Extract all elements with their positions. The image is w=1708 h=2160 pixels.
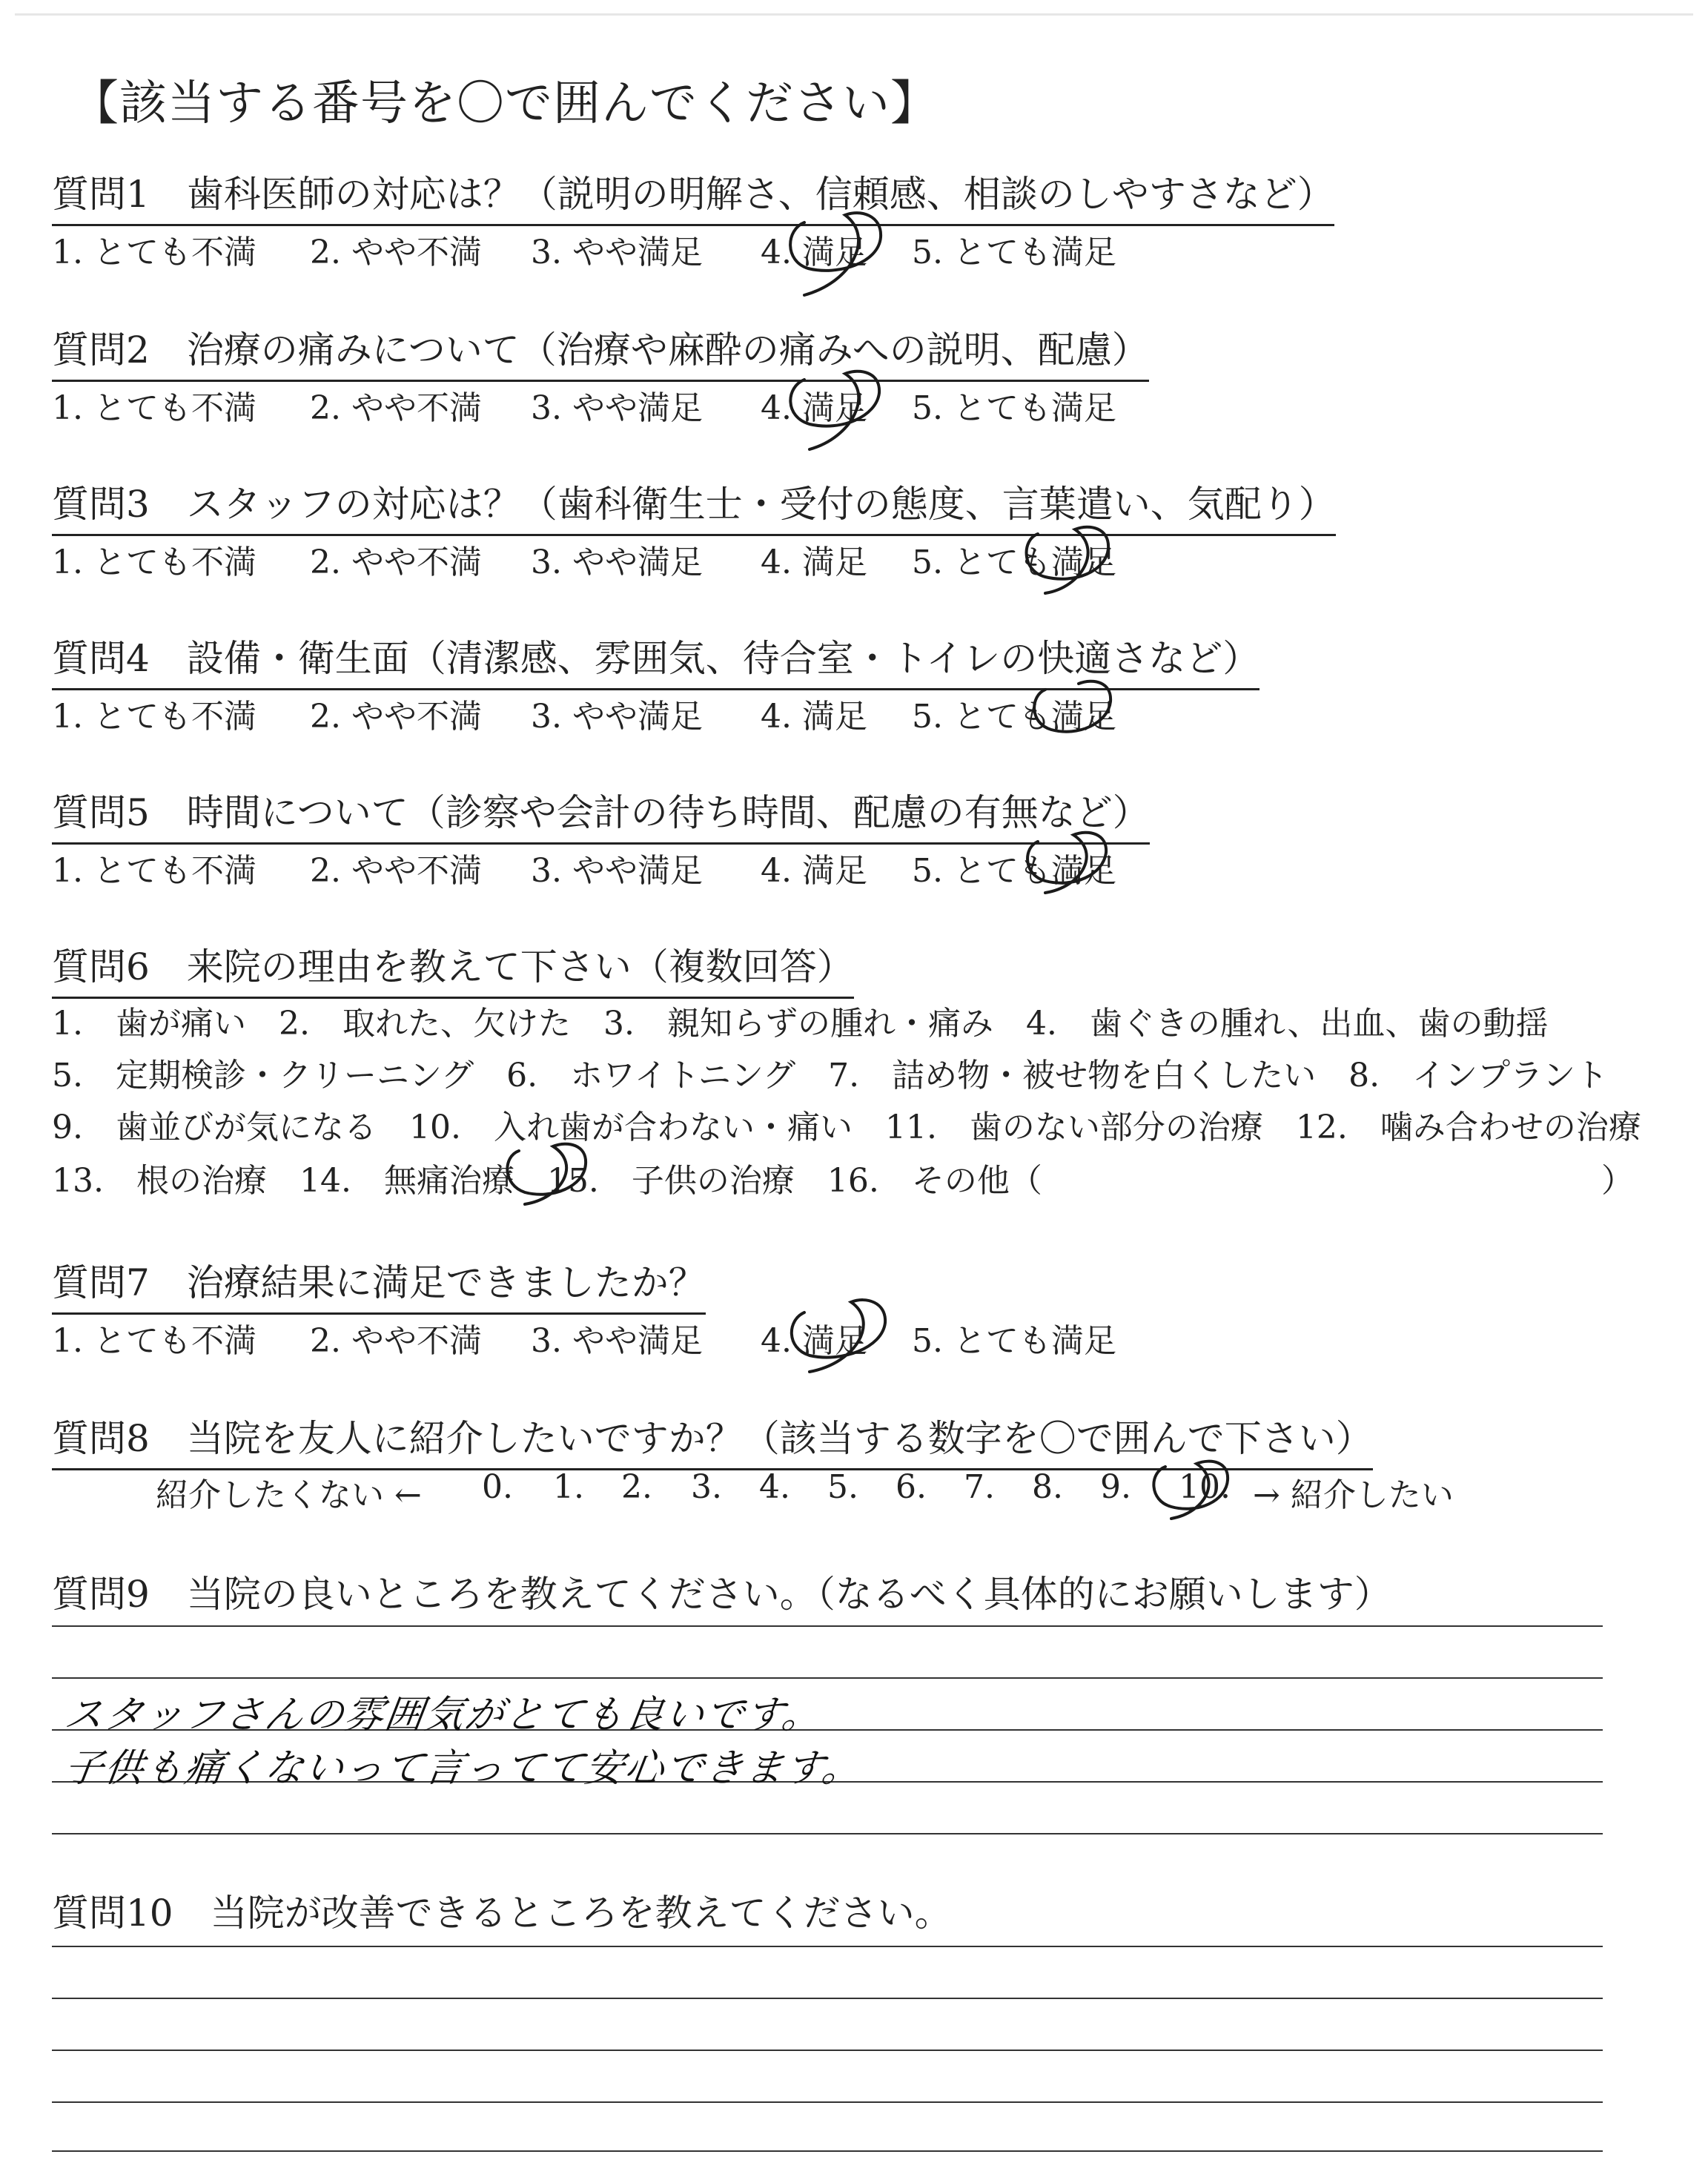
q3-option-5[interactable]: 5. とても満足 <box>912 544 1116 581</box>
q10-answer-line[interactable] <box>52 1998 1603 1999</box>
q8-score-1[interactable]: 1. <box>553 1468 584 1506</box>
q1-option-5[interactable]: 5. とても満足 <box>912 234 1116 271</box>
q8-score-2[interactable]: 2. <box>621 1468 652 1506</box>
question-5-heading: 質問5 時間について（診察や会計の待ち時間、配慮の有無など） <box>52 783 1150 845</box>
q5-option-2[interactable]: 2. やや不満 <box>310 852 482 890</box>
q6-other-close-paren: ） <box>1601 1162 1634 1200</box>
q8-score-4[interactable]: 4. <box>759 1468 790 1506</box>
question-4-heading: 質問4 設備・衛生面（清潔感、雰囲気、待合室・トイレの快適さなど） <box>52 629 1260 690</box>
q1-option-1[interactable]: 1. とても不満 <box>52 234 256 271</box>
q5-option-4[interactable]: 4. 満足 <box>761 852 867 890</box>
q5-option-5[interactable]: 5. とても満足 <box>912 852 1116 890</box>
q6-row-4[interactable]: 13. 根の治療 14. 無痛治療 15. 子供の治療 16. その他（ <box>52 1162 1042 1200</box>
q1-option-2[interactable]: 2. やや不満 <box>310 234 482 271</box>
q8-left-label: 紹介したくない ← <box>156 1476 422 1514</box>
q8-score-7[interactable]: 7. <box>964 1468 995 1506</box>
question-1-heading: 質問1 歯科医師の対応は？（説明の明解さ、信頼感、相談のしやすさなど） <box>52 165 1334 226</box>
question-9-heading: 質問9 当院の良いところを教えてください。（なるべく具体的にお願いします） <box>52 1573 1391 1616</box>
q8-score-5[interactable]: 5. <box>827 1468 858 1506</box>
page-title: 【該当する番号を〇で囲んでください】 <box>71 76 939 131</box>
q4-option-5[interactable]: 5. とても満足 <box>912 698 1116 736</box>
page-top-border <box>15 13 1693 16</box>
q2-option-1[interactable]: 1. とても不満 <box>52 389 256 427</box>
q8-score-0[interactable]: 0. <box>482 1468 513 1506</box>
q3-option-1[interactable]: 1. とても不満 <box>52 544 256 581</box>
question-8-heading: 質問8 当院を友人に紹介したいですか？（該当する数字を〇で囲んで下さい） <box>52 1409 1373 1470</box>
q4-option-2[interactable]: 2. やや不満 <box>310 698 482 736</box>
q10-answer-line[interactable] <box>52 2150 1603 2152</box>
q7-option-5[interactable]: 5. とても満足 <box>912 1322 1116 1360</box>
q7-option-1[interactable]: 1. とても不満 <box>52 1322 256 1360</box>
question-2-heading: 質問2 治療の痛みについて（治療や麻酔の痛みへの説明、配慮） <box>52 320 1149 382</box>
q8-score-9[interactable]: 9. <box>1100 1468 1131 1506</box>
question-3-heading: 質問3 スタッフの対応は？（歯科衛生士・受付の態度、言葉遣い、気配り） <box>52 475 1336 536</box>
q9-answer-line <box>52 1625 1603 1627</box>
q4-option-3[interactable]: 3. やや満足 <box>531 698 703 736</box>
q2-option-4[interactable]: 4. 満足 <box>761 389 867 427</box>
q9-answer-line <box>52 1833 1603 1834</box>
q9-answer-line <box>52 1677 1603 1679</box>
q3-option-4[interactable]: 4. 満足 <box>761 544 867 581</box>
q6-row-2[interactable]: 5. 定期検診・クリーニング 6. ホワイトニング 7. 詰め物・被せ物を白くしたい 8. インプラント <box>52 1057 1609 1094</box>
q10-answer-line[interactable] <box>52 2101 1603 2103</box>
q8-score-3[interactable]: 3. <box>691 1468 722 1506</box>
q7-option-2[interactable]: 2. やや不満 <box>310 1322 482 1360</box>
q2-option-5[interactable]: 5. とても満足 <box>912 389 1116 427</box>
question-7-heading: 質問7 治療結果に満足できましたか？ <box>52 1253 706 1315</box>
q3-option-2[interactable]: 2. やや不満 <box>310 544 482 581</box>
q8-right-label: → 紹介したい <box>1253 1476 1454 1514</box>
q5-option-3[interactable]: 3. やや満足 <box>531 852 703 890</box>
q9-handwritten-answer-1[interactable]: スタッフさんの雰囲気がとても良いです。 <box>62 1693 826 1737</box>
q2-option-3[interactable]: 3. やや満足 <box>531 389 703 427</box>
q10-answer-line[interactable] <box>52 1946 1603 1947</box>
q8-score-8[interactable]: 8. <box>1032 1468 1063 1506</box>
q6-row-1[interactable]: 1. 歯が痛い 2. 取れた、欠けた 3. 親知らずの腫れ・痛み 4. 歯ぐきの腫れ、出血、歯の動揺 <box>52 1005 1549 1043</box>
q7-option-4[interactable]: 4. 満足 <box>761 1322 867 1360</box>
q2-option-2[interactable]: 2. やや不満 <box>310 389 482 427</box>
q4-option-1[interactable]: 1. とても不満 <box>52 698 256 736</box>
q1-option-3[interactable]: 3. やや満足 <box>531 234 703 271</box>
q3-option-3[interactable]: 3. やや満足 <box>531 544 703 581</box>
q7-option-3[interactable]: 3. やや満足 <box>531 1322 703 1360</box>
question-10-heading: 質問10 当院が改善できるところを教えてください。 <box>52 1892 952 1935</box>
question-6-heading: 質問6 来院の理由を教えて下さい（複数回答） <box>52 937 854 999</box>
q10-answer-line[interactable] <box>52 2050 1603 2051</box>
q9-handwritten-answer-2[interactable]: 子供も痛くないって言ってて安心できます。 <box>62 1746 866 1791</box>
q8-score-10[interactable]: 10. <box>1179 1468 1231 1506</box>
q1-option-4[interactable]: 4. 満足 <box>761 234 867 271</box>
q8-score-6[interactable]: 6. <box>896 1468 927 1506</box>
q4-option-4[interactable]: 4. 満足 <box>761 698 867 736</box>
q5-option-1[interactable]: 1. とても不満 <box>52 852 256 890</box>
q6-row-3[interactable]: 9. 歯並びが気になる 10. 入れ歯が合わない・痛い 11. 歯のない部分の治療 12. 噛み合わせの治療 <box>52 1109 1641 1146</box>
